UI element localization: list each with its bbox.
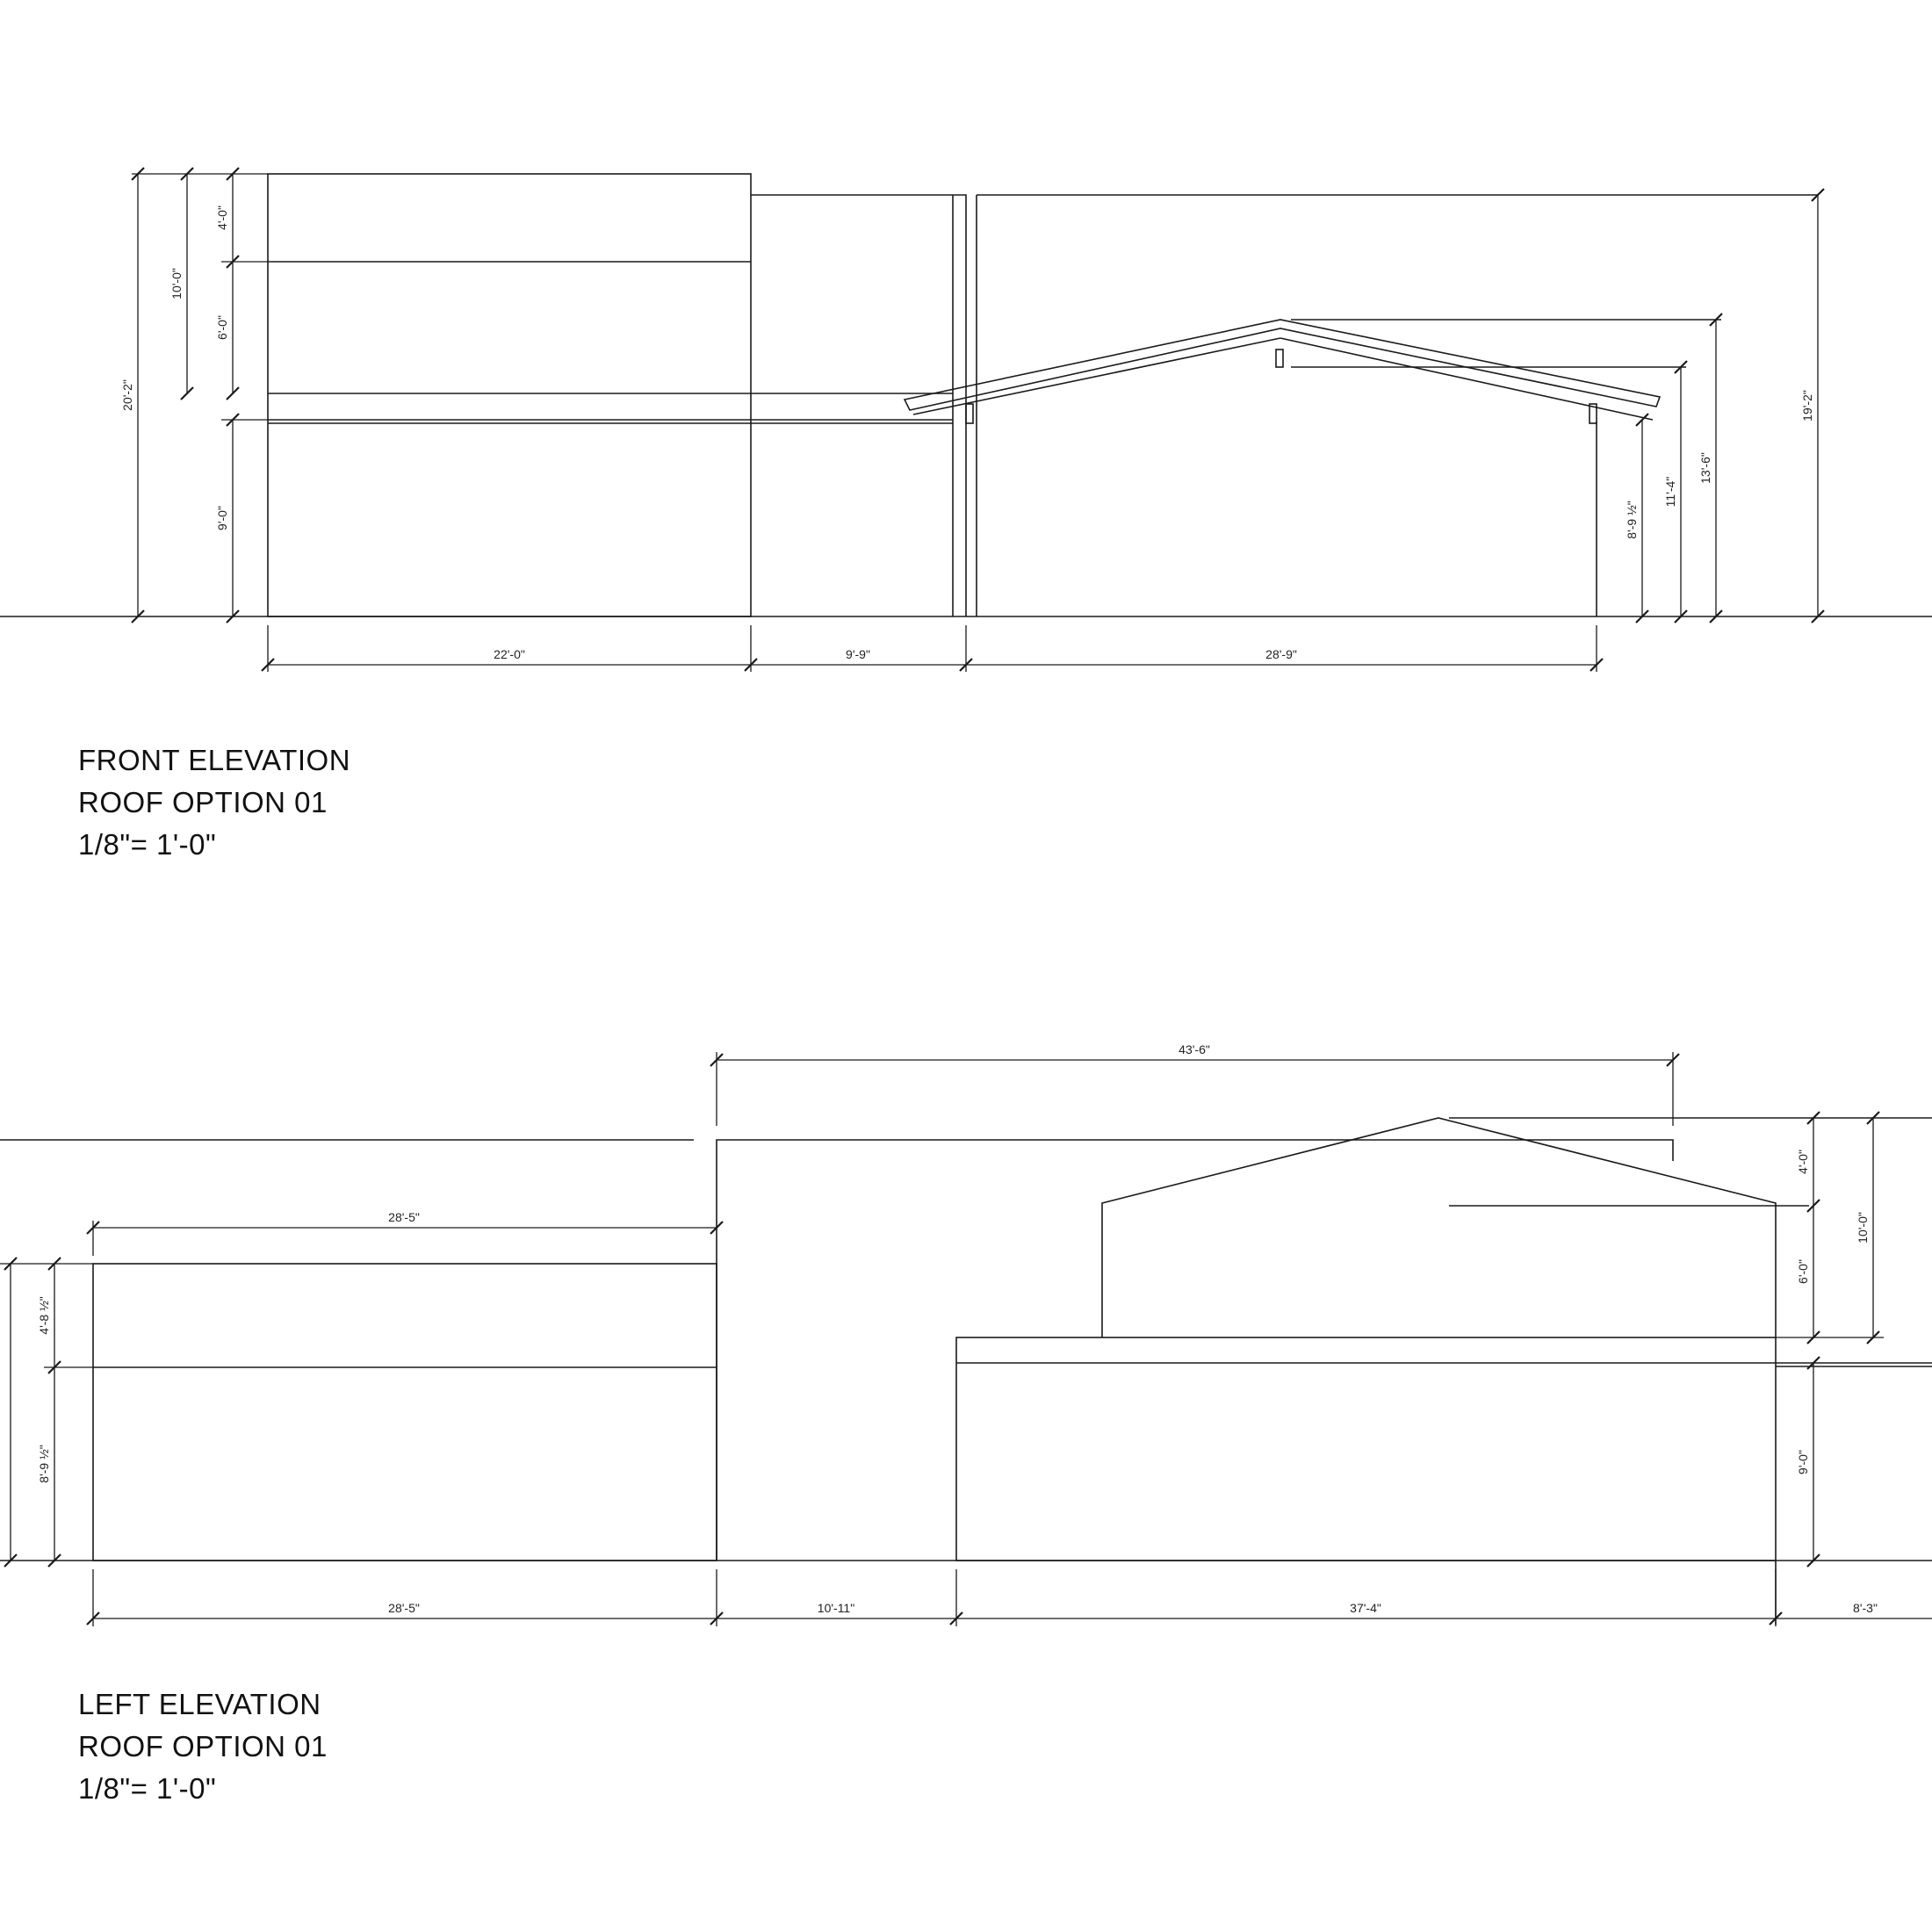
front-dim-text-11-4: 11'-4": [1663, 476, 1677, 508]
front-dim-text-9-9: 9'-9": [846, 647, 870, 661]
front-dim-text-4-0: 4'-0": [215, 205, 229, 230]
left-dim-text-10-11: 10'-11": [817, 1601, 855, 1615]
front-dim-text-8-9h: 8'-9 ½": [1625, 501, 1639, 539]
front-dim-text-28-9: 28'-9": [1265, 647, 1297, 661]
left-right-block: [956, 1337, 1776, 1561]
left-low-block: [93, 1264, 717, 1561]
front-roof-support-ridge: [1276, 350, 1283, 367]
left-gable: [1102, 1118, 1776, 1337]
left-tall-block: [717, 1140, 1673, 1561]
front-tall-block: [268, 174, 751, 616]
left-dim-text-4-8h: 4'-8 ½": [37, 1296, 51, 1335]
front-dim-text-6-0: 6'-0": [215, 315, 229, 340]
left-dim-text-8-3: 8'-3": [1853, 1601, 1878, 1615]
left-dim-text-6-0: 6'-0": [1796, 1259, 1810, 1284]
front-elevation-title-block: [78, 739, 350, 866]
front-dim-text-19-2: 19'-2": [1800, 390, 1814, 422]
front-elevation-drawing: [0, 168, 1932, 672]
left-elevation-subtitle: ROOF OPTION 01: [78, 1730, 328, 1763]
front-dim-text-13-6: 13'-6": [1698, 452, 1712, 484]
left-elevation-title: LEFT ELEVATION: [78, 1688, 321, 1720]
left-elevation-title-block: [78, 1683, 328, 1810]
left-dim-text-28-5-bottom: 28'-5": [388, 1601, 420, 1615]
front-elevation-subtitle: ROOF OPTION 01: [78, 786, 328, 818]
left-dim-text-28-5-top: 28'-5": [388, 1210, 420, 1224]
front-elevation-scale: 1/8"= 1'-0": [78, 828, 217, 861]
front-dim-text-10-0: 10'-0": [169, 268, 184, 299]
left-dim-text-9-0: 9'-0": [1796, 1450, 1810, 1474]
front-roof-underside-left: [913, 338, 1280, 415]
left-dim-text-4-0: 4'-0": [1796, 1150, 1810, 1174]
front-dim-text-22-0: 22'-0": [494, 647, 525, 661]
left-dim-text-10-0: 10'-0": [1856, 1212, 1870, 1244]
front-mid-block: [751, 195, 966, 616]
left-dim-text-43-6: 43'-6": [1179, 1042, 1210, 1056]
front-dim-text-9-0: 9'-0": [215, 506, 229, 530]
front-elevation-title: FRONT ELEVATION: [78, 744, 351, 776]
left-dim-text-8-9h: 8'-9 ½": [37, 1445, 51, 1483]
front-dim-text-20-2: 20'-2": [120, 379, 134, 411]
left-elevation-drawing: [0, 1042, 1932, 1626]
left-elevation-scale: 1/8"= 1'-0": [78, 1772, 217, 1805]
front-roof-support-left: [966, 404, 973, 423]
left-dim-text-37-4: 37'-4": [1350, 1601, 1381, 1615]
